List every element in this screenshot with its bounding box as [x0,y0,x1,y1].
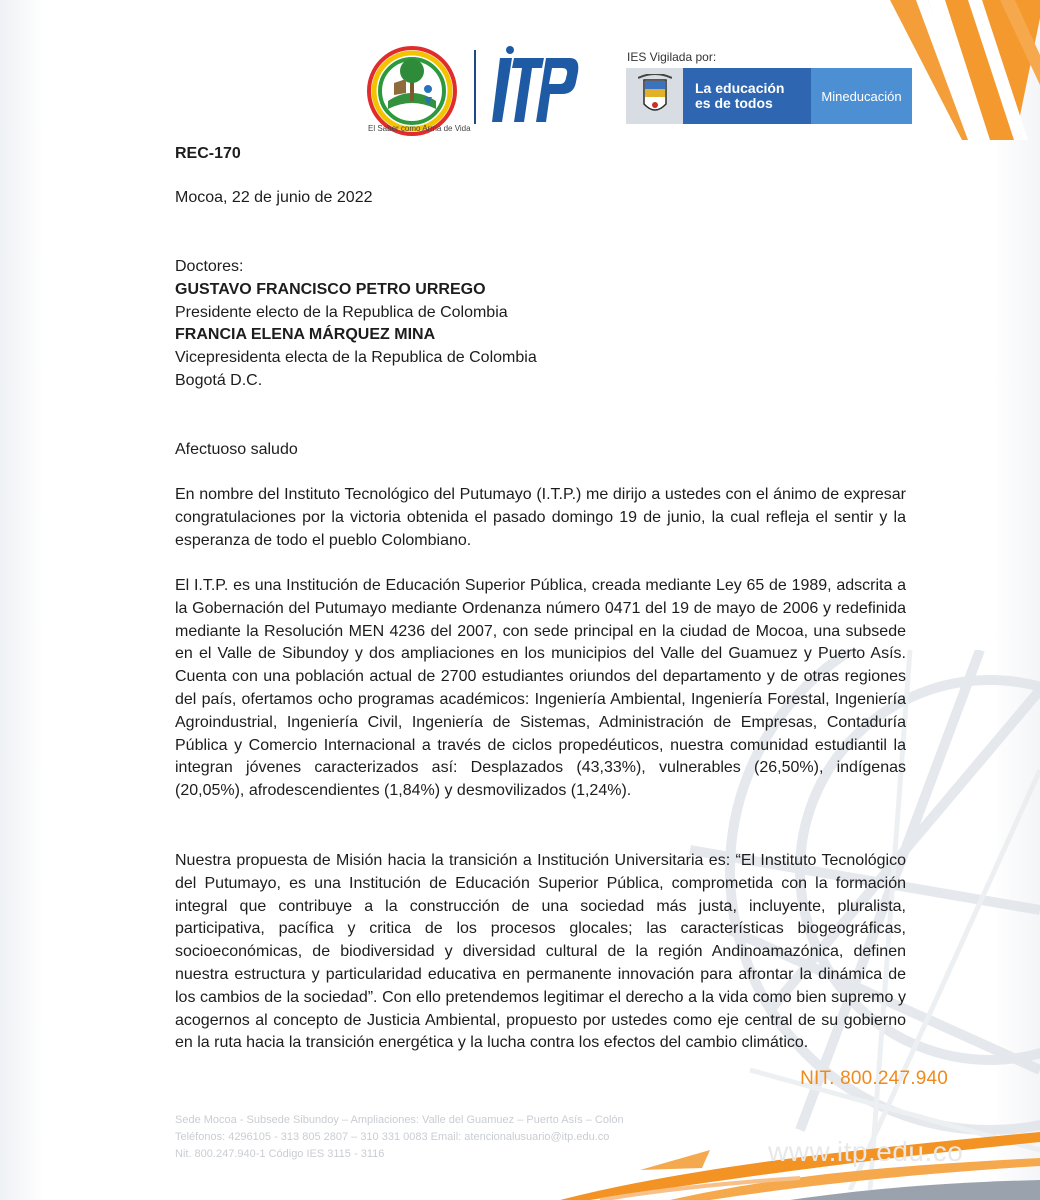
recipient-title-2: Vicepresidenta electa de la Republica de Colombia [175,349,537,367]
date-line: Mocoa, 22 de junio de 2022 [175,189,373,206]
recipient-city: Bogotá D.C. [175,371,263,389]
footer-contact [175,1112,715,1163]
mineducacion-banner [626,68,912,124]
salutation: Doctores: [175,258,244,275]
footer-nit-code: Nit. 800.247.940-1 Código IES 3115 - 3116 [175,1148,385,1160]
recipient-name-2: FRANCIA ELENA MÁRQUEZ MINA [175,326,436,344]
slogan-line-2: es de todos [695,95,773,111]
mineducacion-label: Mineducación [811,68,912,124]
recipient-title-1: Presidente electo de la Republica de Colombia [175,303,508,321]
footer-locations: Sede Mocoa - Subsede Sibundoy – Ampliaciones: Valle del Guamuez – Puerto Asís – Colón [175,1114,624,1126]
colombia-crest-icon [626,68,683,124]
footer-phones-email: Teléfonos: 4296105 - 313 805 2807 – 310 331 0083 Email: atencionalusuario@itp.edu.co [175,1131,610,1143]
paragraph-institution: El I.T.P. es una Institución de Educación Superior Pública, creada mediante Ley 65 de 1989, adscrita a la Gobernación del Putumayo mediante Ordenanza número 0471 del 19 de mayo de 2006 y redefinida mediante la Resolución MEN 4236 del 2007, con sede principal en la ciudad de Mocoa, una subsede en el Valle de Sibundoy y dos ampliaciones en los municipios del Valle del Guamuez y Puerto Asís. Cuenta con una población actual de 2700 estudiantes oriundos del departamento y de otras regiones del país, ofertamos ocho programas académicos: Ingeniería Ambiental, Ingeniería Forestal, Ingeniería Agroindustrial, Ingeniería Civil, Ingeniería de Sistemas, Administración de Empresas, Contaduría Pública y Comercio Internacional a través de ciclos propedéuticos, nuestra comunidad estudiantil la integran jóvenes caracterizados así: Desplazados (43,33%), vulnerables (26,50%), indígenas (20,05%), afrodescendientes (1,84%) y desmovilizados (1,24%). [175,577,906,800]
recipients-block [175,256,906,393]
reference-code: REC-170 [175,145,241,162]
education-slogan [683,68,811,124]
recipient-name-1: GUSTAVO FRANCISCO PETRO URREGO [175,280,486,298]
nit-highlight: NIT. 800.247.940 [800,1068,948,1089]
letterhead [0,0,1040,145]
logo-divider [474,50,476,124]
paragraph-mission: Nuestra propuesta de Misión hacia la transición a Institución Universitaria es: “El Instituto Tecnológico del Putumayo, es una Institución de Educación Superior Pública, comprometida con la formación integral que contribuye a la construcción de una sociedad más justa, incluyente, pluralista, participativa, pacífica y critica de los procesos glocales; las características biogeográficas, socioeconómicas, de biodiversidad y diversidad cultural de la región Andinoamazónica, definen nuestra estructura y particularidad educativa en permanente innovación para afrontar la dinámica de los cambios de la sociedad”. Con ello pretendemos legitimar el derecho a la vida como bien supremo y acogernos al concepto de Justicia Ambiental, propuesto por ustedes como eje central de su gobierno en la ruta hacia la transición energética y la lucha contra los efectos del cambio climático. [175,852,906,1052]
itp-logo [492,46,580,126]
greeting: Afectuoso saludo [175,441,298,458]
slogan-line-1: La educación [695,80,785,96]
seal-tagline: El Saber como Arma de Vida [368,124,471,133]
website-url: www.itp.edu.co [768,1136,964,1167]
ies-vigilada-label: IES Vigilada por: [627,50,717,64]
paragraph-congratulations: En nombre del Instituto Tecnológico del Putumayo (I.T.P.) me dirijo a ustedes con el ánimo de expresar congratulaciones por la victoria obtenida el pasado domingo 19 de junio, la cual refleja el sentir y la esperanza de todo el pueblo Colombiano. [175,486,906,549]
